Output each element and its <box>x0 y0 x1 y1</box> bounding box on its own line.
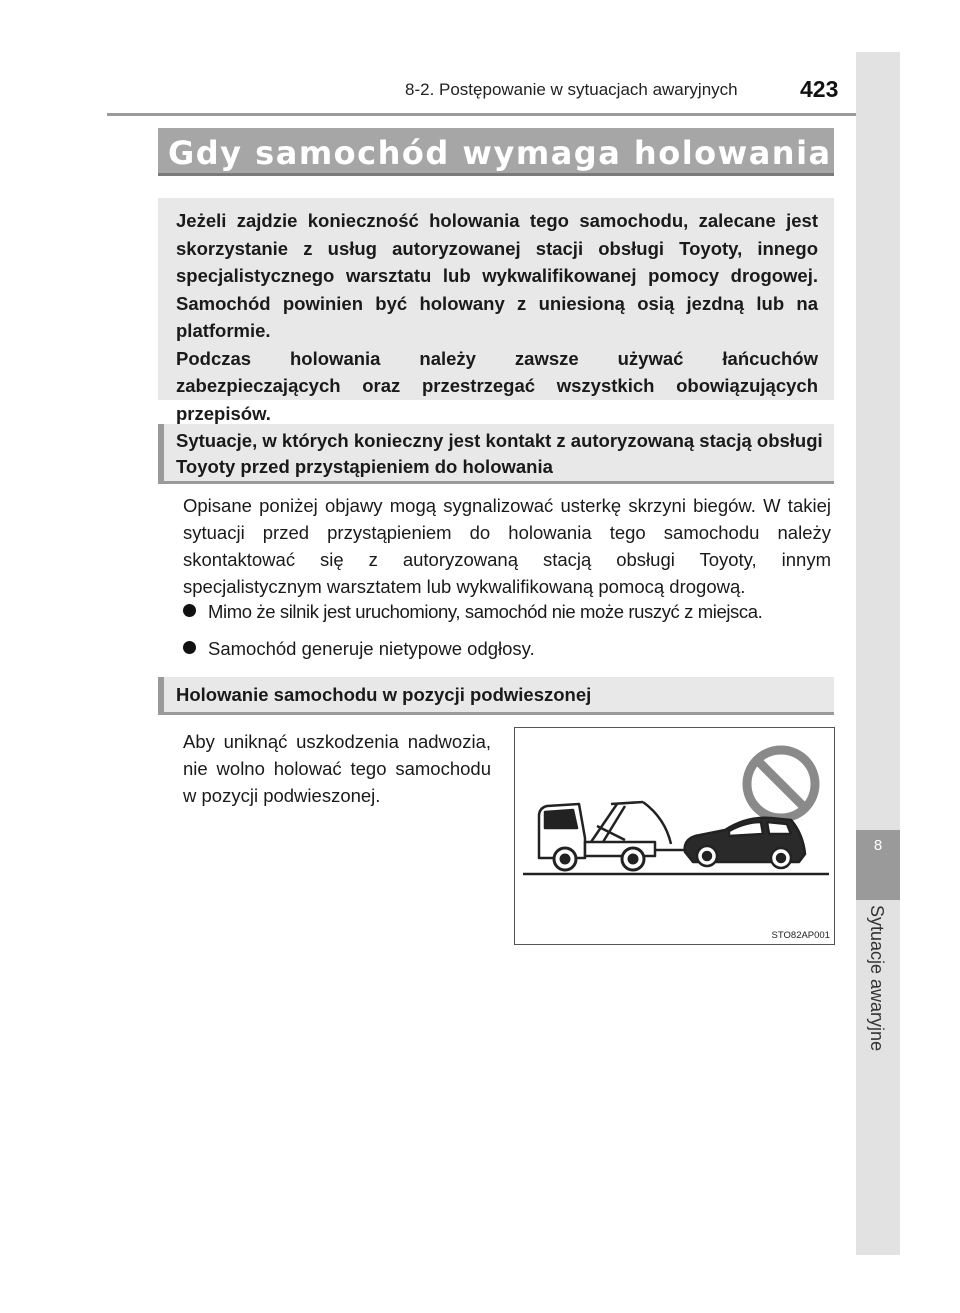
page-title-bar <box>158 128 834 176</box>
running-header: 8-2. Postępowanie w sytuacjach awaryjnych <box>405 80 738 99</box>
intro-paragraph-2: Podczas holowania należy zawsze używać łańcuchów zabezpieczających oraz przestrzegać wszystkich obowiązujących przepisów. <box>176 347 818 424</box>
section-heading-suspended-towing: Holowanie samochodu w pozycji podwieszonej <box>158 677 834 715</box>
section-body-suspended-towing: Aby uniknąć uszkodzenia nadwozia, nie wolno holować tego samochodu w pozycji podwieszonej. <box>183 731 491 806</box>
figure-code: STO82AP001 <box>771 930 830 941</box>
tow-truck-illustration <box>514 727 835 945</box>
intro-paragraph-1: Jeżeli zajdzie konieczność holowania tego samochodu, zalecane jest skorzystanie z usług autoryzowanej stacji obsługi Toyoty, innego specjalistycznego warsztatu lub wykwalifikowanej pomocy drogowej. Samochód powinien być holowany z uniesioną osią jezdną lub na platformie. <box>176 210 818 341</box>
prohibition-icon <box>747 750 815 818</box>
tow-illustration-svg <box>515 728 834 944</box>
list-item <box>183 601 833 623</box>
page-number: 423 <box>800 76 839 102</box>
bullet-icon <box>183 604 196 617</box>
page-title: Gdy samochód wymaga holowania <box>168 134 832 172</box>
chapter-title-text: Sytuacje awaryjne <box>867 905 887 1052</box>
bullet-icon <box>183 641 196 654</box>
towed-car-icon <box>685 818 805 868</box>
header-divider <box>107 113 898 116</box>
intro-box <box>158 198 834 424</box>
section-body-contact: Opisane poniżej objawy mogą sygnalizować usterkę skrzyni biegów. W takiej sytuacji przed przystąpieniem do holowania tego samochodu należy skontaktować się z autoryzowaną stacją obsługi Toyoty, innym specjalistycznym warsztatem lub wykwalifikowaną pomocą drogową. <box>183 495 831 597</box>
side-tab-strip <box>856 52 900 1255</box>
chapter-number-tab: 8 <box>856 830 900 900</box>
list-item <box>183 638 833 660</box>
bullet-text: Mimo że silnik jest uruchomiony, samochód nie może ruszyć z miejsca. <box>208 601 763 622</box>
bullet-text: Samochód generuje nietypowe odgłosy. <box>208 638 535 659</box>
section-heading-contact: Sytuacje, w których konieczny jest kontakt z autoryzowaną stacją obsługi Toyoty przed przystąpieniem do holowania <box>158 424 834 484</box>
